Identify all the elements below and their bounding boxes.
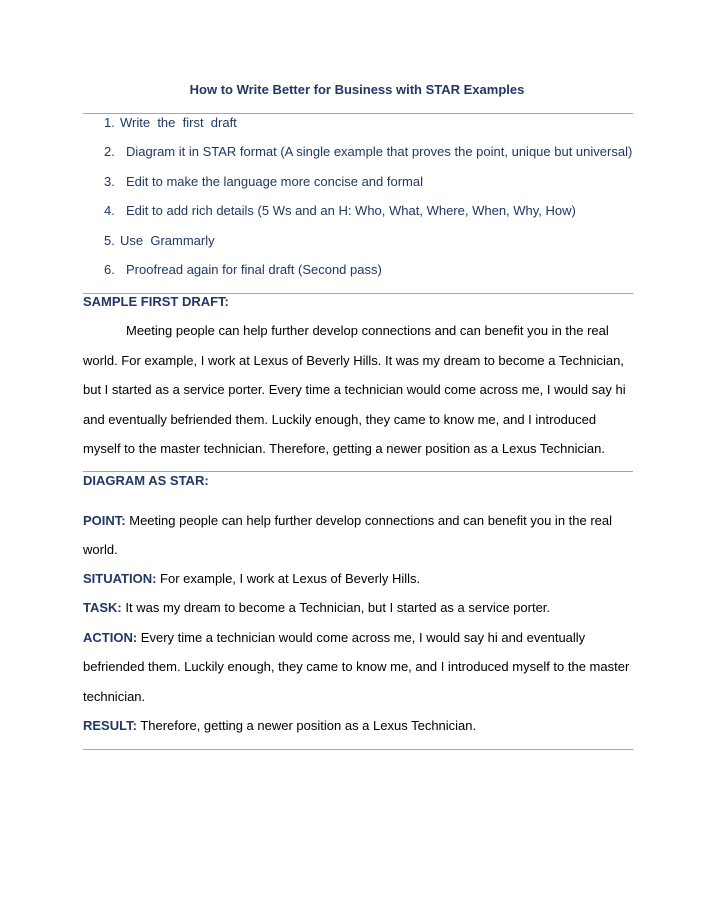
point-line-1: [83, 513, 612, 528]
step-item-4: [104, 203, 576, 218]
sample-line-5: myself to the master technician. Therefore, getting a newer position as a Lexus Technician.: [83, 441, 605, 456]
step-item-6: [104, 262, 382, 277]
sample-line-2: world. For example, I work at Lexus of Beverly Hills. It was my dream to become a Technician,: [83, 353, 624, 368]
action-line-1: [83, 630, 585, 645]
action-line-2: befriended them. Luckily enough, they came to know me, and I introduced myself to the master: [83, 659, 630, 674]
diagram-heading: DIAGRAM AS STAR:: [83, 473, 209, 488]
result-text: Therefore, getting a newer position as a Lexus Technician.: [140, 718, 477, 733]
step-item-1: [104, 115, 237, 130]
step-item-3: [104, 174, 423, 189]
divider: [83, 113, 633, 114]
task-text: It was my dream to become a Technician, but I started as a service porter.: [125, 600, 551, 615]
step-number: 2.: [104, 144, 115, 159]
step-text: Diagram it in STAR format (A single example that proves the point, unique but universal): [126, 144, 633, 159]
point-text: Meeting people can help further develop connections and can benefit you in the real: [129, 513, 613, 528]
step-number: 1.: [104, 115, 115, 130]
result-line: [83, 718, 476, 733]
result-label: RESULT:: [83, 718, 137, 733]
point-label: POINT:: [83, 513, 126, 528]
step-item-5: [104, 233, 215, 248]
action-label: ACTION:: [83, 630, 138, 645]
situation-text: For example, I work at Lexus of Beverly Hills.: [160, 571, 421, 586]
step-text: Proofread again for final draft (Second pass): [126, 262, 382, 277]
sample-line-3: but I started as a service porter. Every time a technician would come across me, I would say hi: [83, 382, 626, 397]
action-line-3: technician.: [83, 689, 146, 704]
action-text: Every time a technician would come across me, I would say hi and eventually: [140, 630, 586, 645]
situation-label: SITUATION:: [83, 571, 157, 586]
situation-line: [83, 571, 420, 586]
sample-line-1: Meeting people can help further develop connections and can benefit you in the real: [126, 323, 609, 338]
step-number: 5.: [104, 233, 115, 248]
step-text: Use Grammarly: [120, 233, 215, 248]
step-item-2: [104, 144, 632, 159]
step-text: Edit to add rich details (5 Ws and an H: Who, What, Where, When, Why, How): [126, 203, 576, 218]
divider: [83, 749, 633, 750]
document-title: How to Write Better for Business with STAR Examples: [189, 82, 525, 97]
step-number: 6.: [104, 262, 115, 277]
task-line: [83, 600, 550, 615]
task-label: TASK:: [83, 600, 122, 615]
step-text: Write the first draft: [120, 115, 237, 130]
step-text: Edit to make the language more concise and formal: [126, 174, 424, 189]
step-number: 3.: [104, 174, 115, 189]
sample-draft-heading: SAMPLE FIRST DRAFT:: [83, 294, 229, 309]
step-number: 4.: [104, 203, 115, 218]
sample-line-4: and eventually befriended them. Luckily enough, they came to know me, and I introduced: [83, 412, 597, 427]
divider: [83, 471, 633, 472]
point-line-2: world.: [83, 542, 118, 557]
